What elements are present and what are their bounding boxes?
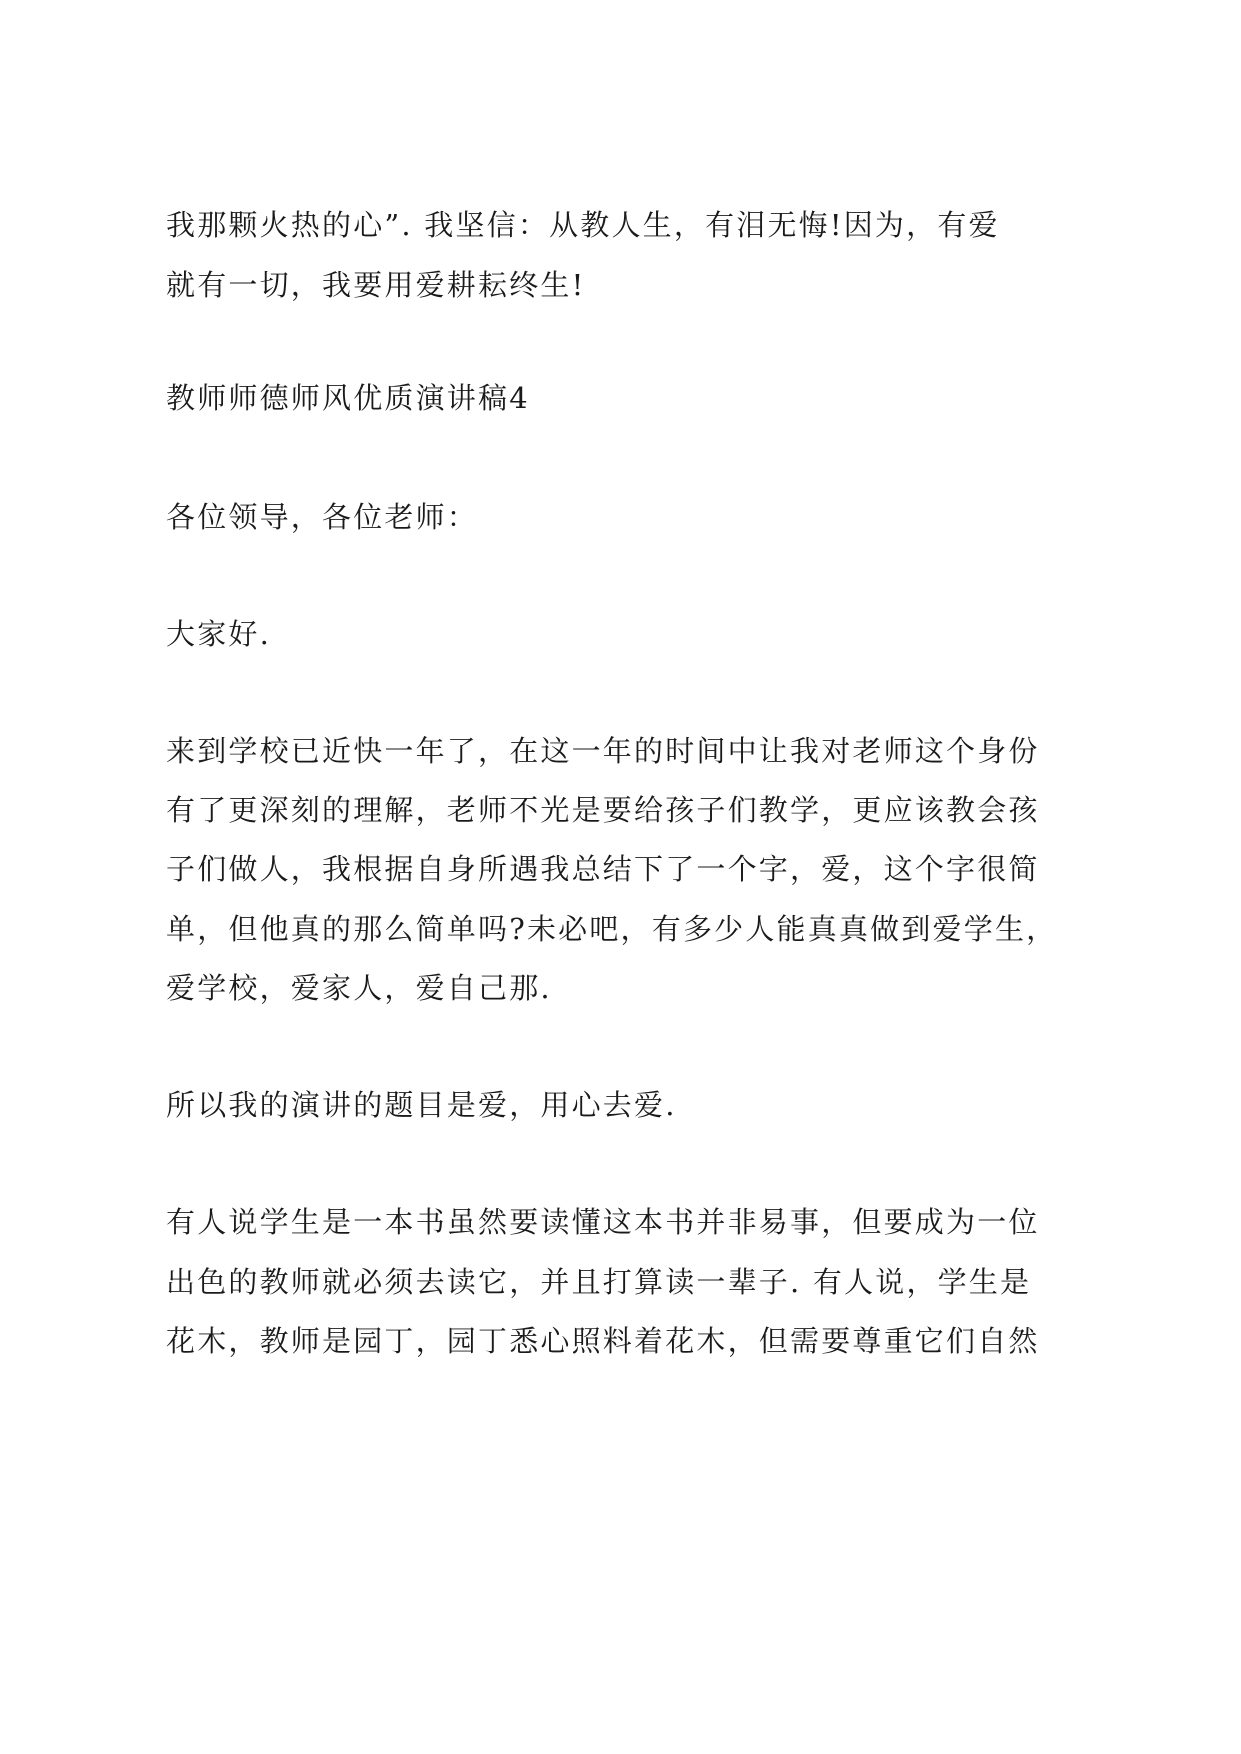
text-line: 子们做人，我根据自身所遇我总结下了一个字，爱，这个字很简 [166, 852, 1040, 886]
text-line: 花木，教师是园丁，园丁悉心照料着花木，但需要尊重它们自然 [166, 1324, 1040, 1358]
text-line: 来到学校已近快一年了，在这一年的时间中让我对老师这个身份 [166, 734, 1040, 768]
greeting: 大家好. [166, 617, 272, 651]
text-line: 有人说学生是一本书虽然要读懂这本书并非易事，但要成为一位 [166, 1205, 1040, 1239]
text-line: 出色的教师就必须去读它，并且打算读一辈子. 有人说，学生是 [166, 1265, 1032, 1299]
text-line: 所以我的演讲的题目是爱，用心去爱. [166, 1088, 677, 1122]
text-line: 有了更深刻的理解，老师不光是要给孩子们教学，更应该教会孩 [166, 793, 1040, 827]
text-line: 爱学校，爱家人，爱自己那. [166, 971, 552, 1005]
salutation: 各位领导，各位老师： [166, 500, 479, 534]
text-line: 就有一切，我要用爱耕耘终生! [166, 268, 586, 302]
text-line: 单，但他真的那么简单吗?未必吧，有多少人能真真做到爱学生， [166, 912, 1058, 946]
text-line: 我那颗火热的心”. 我坚信：从教人生，有泪无悔!因为，有爱 [166, 208, 1000, 242]
section-heading: 教师师德师风优质演讲稿4 [166, 381, 530, 415]
